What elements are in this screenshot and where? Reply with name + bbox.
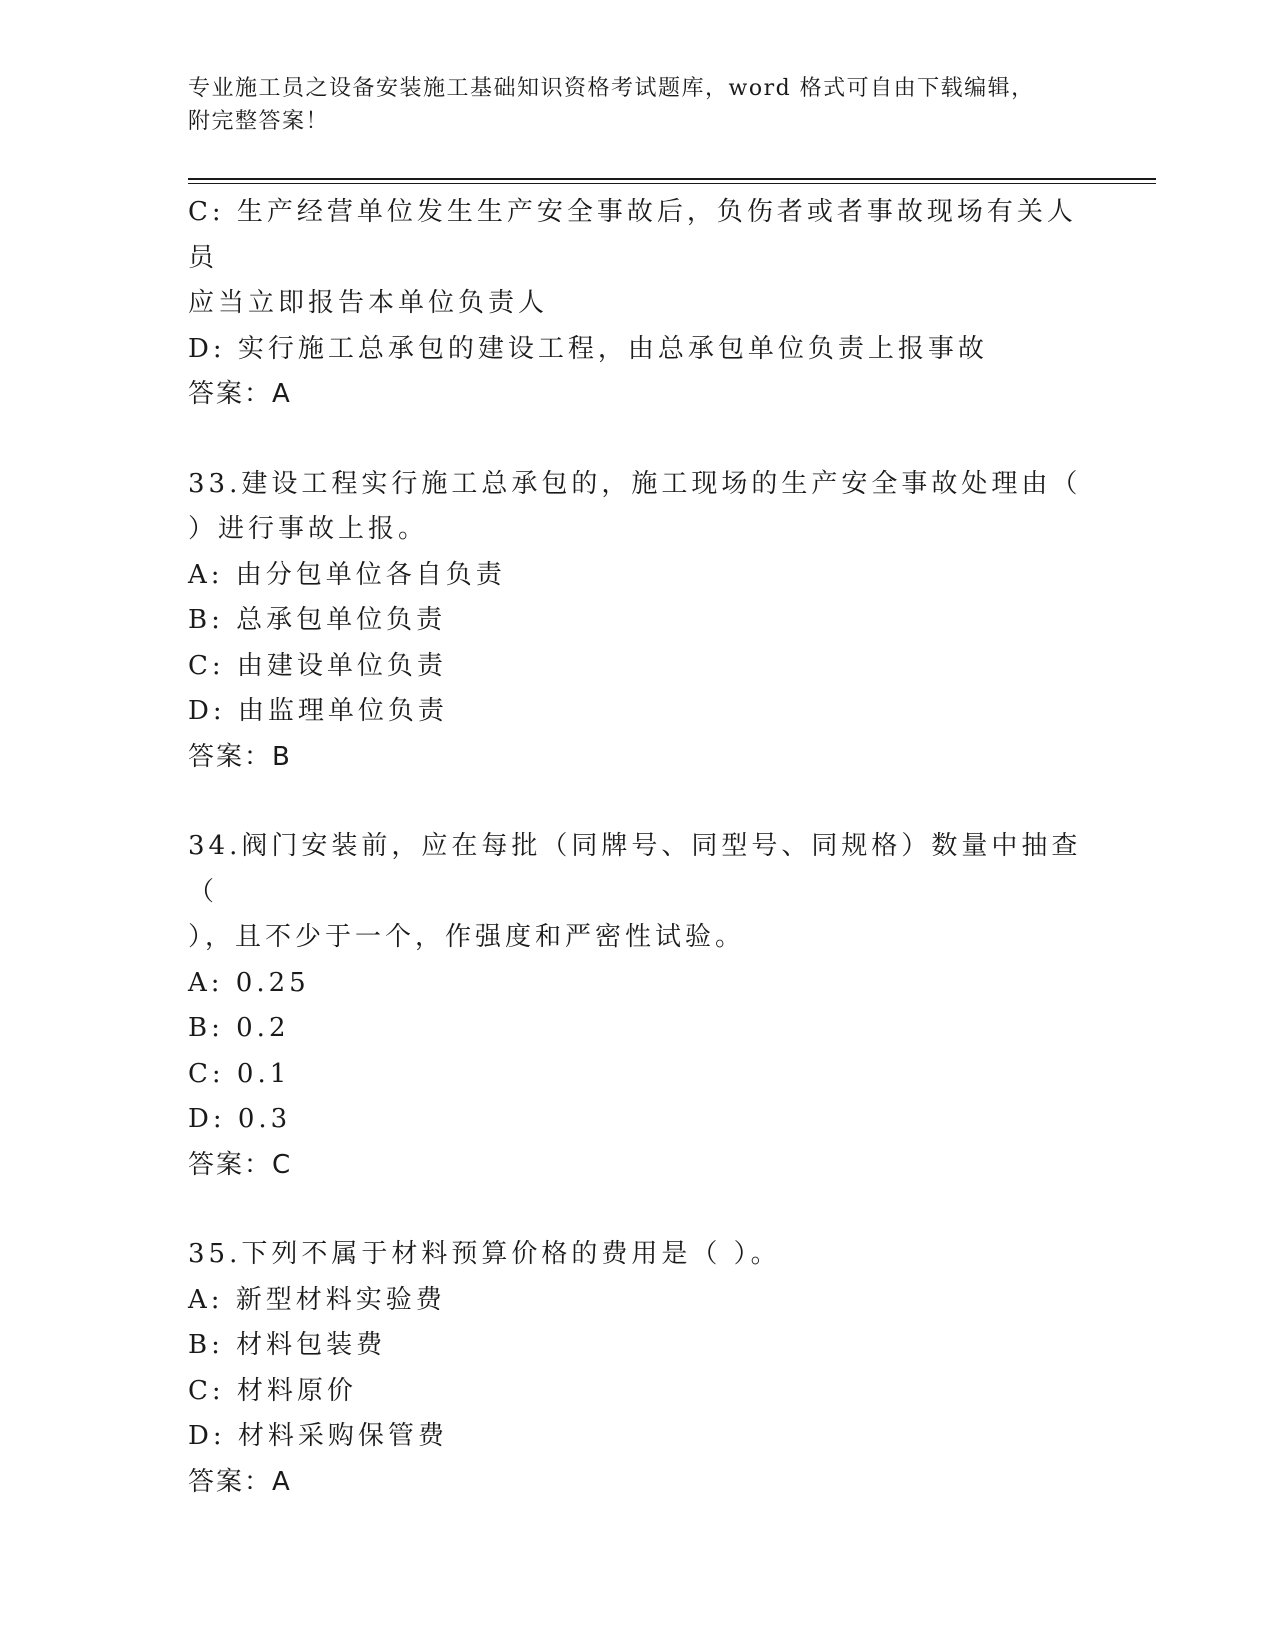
answer: 答案：A [188, 1466, 292, 1497]
answer: 答案：A [188, 379, 292, 409]
option-c: C: 由建设单位负责 [188, 650, 447, 681]
header-divider-thin [188, 183, 1156, 184]
option-c-line-2: 应当立即报告本单位负责人 [188, 288, 549, 318]
question-stem-line-2: ），且不少于一个，作强度和严密性试验。 [188, 922, 746, 952]
question-stem-line-1: 34.阀门安装前，应在每批（同牌号、同型号、同规格）数量中抽查（ [188, 831, 1082, 907]
option-a: A: 0.25 [188, 967, 310, 998]
option-d: D: 实行施工总承包的建设工程，由总承包单位负责上报事故 [188, 333, 988, 364]
carryover-question [188, 190, 1088, 418]
option-b: B: 0.2 [188, 1013, 290, 1043]
page-header [188, 72, 1088, 138]
option-c-line-1: C: 生产经营单位发生生产安全事故后，负伤者或者事故现场有关人员 [188, 197, 1077, 273]
option-c: C: 材料原价 [188, 1375, 357, 1406]
question-stem-line-2: ）进行事故上报。 [188, 514, 429, 544]
question-33 [188, 462, 1088, 781]
question-35 [188, 1232, 1088, 1505]
document-body [188, 190, 1088, 1505]
option-a: A: 新型材料实验费 [188, 1284, 446, 1315]
question-stem-line-1: 33.建设工程实行施工总承包的，施工现场的生产安全事故处理由（ [188, 468, 1082, 499]
answer: 答案：B [188, 741, 292, 772]
option-b: B: 总承包单位负责 [188, 605, 447, 635]
header-line-1: 专业施工员之设备安装施工基础知识资格考试题库，word 格式可自由下载编辑， [188, 76, 1035, 101]
header-divider-thick [188, 178, 1156, 180]
question-stem-line-1: 35.下列不属于材料预算价格的费用是（ ）。 [188, 1239, 781, 1269]
option-a: A: 由分包单位各自负责 [188, 559, 506, 590]
option-c: C: 0.1 [188, 1058, 291, 1089]
option-d: D: 材料采购保管费 [188, 1421, 448, 1451]
answer: 答案：C [188, 1149, 293, 1180]
option-b: B: 材料包装费 [188, 1330, 387, 1360]
option-d: D: 由监理单位负责 [188, 696, 448, 726]
question-34 [188, 824, 1088, 1188]
option-d: D: 0.3 [188, 1104, 292, 1134]
header-line-2: 附完整答案！ [188, 109, 330, 134]
